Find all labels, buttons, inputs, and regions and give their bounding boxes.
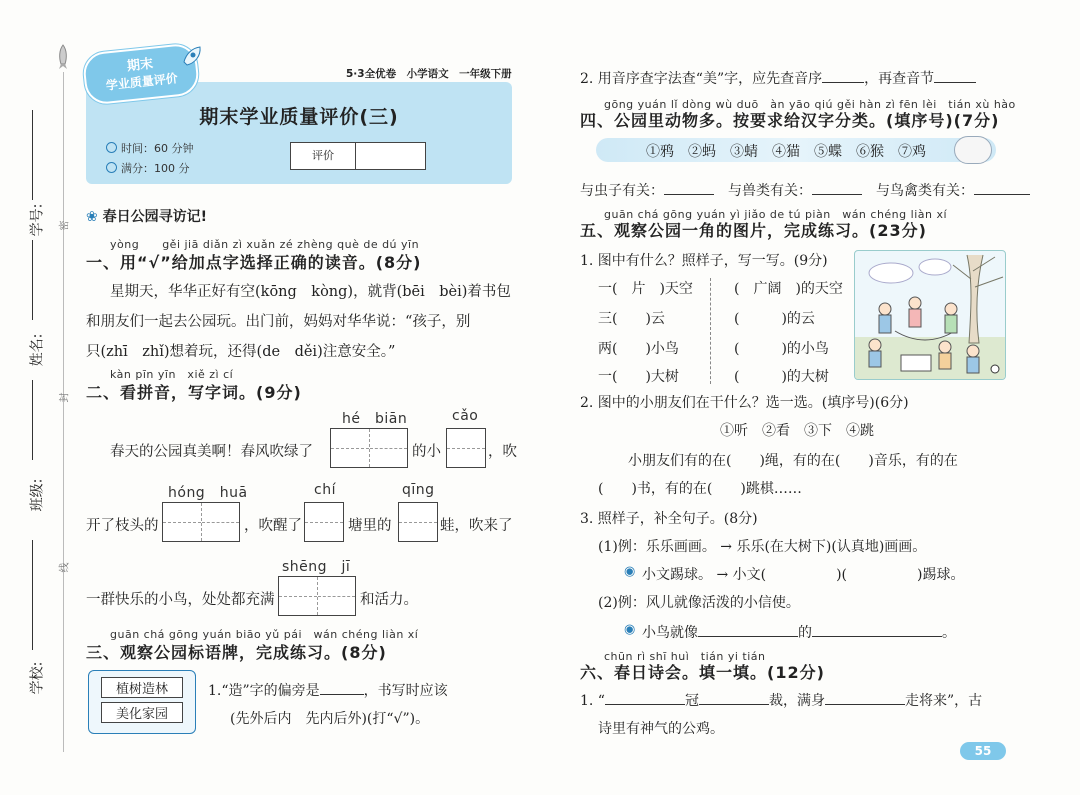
s2-pinyin-chi: chí <box>314 482 336 498</box>
s4-title: 四、公园里动物多。按要求给汉字分类。(填序号)(7分) <box>580 111 1000 130</box>
s2-line1c: ，吹 <box>488 444 517 460</box>
s2-pinyin-shengji: shēng jī <box>282 559 351 575</box>
theme-heading <box>86 206 207 226</box>
beast-label: 与兽类有关： <box>728 183 812 199</box>
fold-label: 封 <box>59 392 71 403</box>
s2-line1b: 的小 <box>412 444 441 460</box>
s5-options: ①听 ②看 ③下 ④跳 <box>720 423 874 439</box>
e2q-a: 小鸟就像 <box>642 625 698 641</box>
school-blank[interactable] <box>32 540 33 650</box>
s4-pinyin: gōng yuán lǐ dòng wù duō àn yāo qiú gěi hàn zì fēn lèi tián xù hào <box>604 98 1016 111</box>
simile-blank-1[interactable] <box>698 624 798 637</box>
s1-line3: 只(zhī zhǐ)想着玩，还得(de děi)注意安全。” <box>86 344 396 360</box>
s5-example1-question: 小文踢球。 → 小文( )( )踢球。 <box>642 567 965 583</box>
s5-q2-line2: ( )书，有的在( )跳棋…… <box>598 481 802 497</box>
s3-title: 三、观察公园标语牌，完成练习。(8分) <box>86 643 387 662</box>
write-grid-shengji[interactable] <box>278 576 356 616</box>
s2-line3a: 一群快乐的小鸟，处处都充满 <box>86 592 275 608</box>
s6-l1d: 走将来”，古 <box>904 693 983 709</box>
s3-q1-line1 <box>208 680 448 700</box>
write-grid-honghua[interactable] <box>162 502 240 542</box>
score-info <box>106 160 190 176</box>
slogan-sign <box>88 670 196 734</box>
poem-blank-1[interactable] <box>605 692 685 705</box>
park-illustration <box>854 250 1006 380</box>
s5-q3: 3. 照样子，补全句子。(8分) <box>580 511 758 527</box>
beast-blank[interactable] <box>812 182 862 195</box>
evaluation-label: 评价 <box>291 143 356 169</box>
s1-line2: 和朋友们一起去公园玩。出门前，妈妈对华华说：“孩子，别 <box>86 314 471 330</box>
write-grid-qing[interactable] <box>398 502 438 542</box>
s1-title: 一、用“√”给加点字选择正确的读音。(8分) <box>86 253 422 272</box>
s2-pinyin-cao: cǎo <box>452 408 479 424</box>
write-grid-hebian[interactable] <box>330 428 408 468</box>
s3-q1c: (先外后内 先内后外)(打“√”)。 <box>230 711 430 727</box>
page-title: 期末学业质量评价(三) <box>199 106 399 128</box>
s2-line1a: 春天的公园真美啊！春风吹绿了 <box>110 444 313 460</box>
name-blank[interactable] <box>32 240 33 320</box>
s1-pinyin: yòng gěi jiā diǎn zì xuǎn zé zhèng què de dú yīn <box>110 238 420 251</box>
write-grid-chi[interactable] <box>304 502 344 542</box>
insect-label: 与虫子有关： <box>580 183 664 199</box>
s3-pinyin: guān chá gōng yuán biāo yǔ pái wán chéng liàn xí <box>110 628 419 641</box>
s5-example1: (1)例：乐乐画画。 → 乐乐(在大树下)(认真地)画画。 <box>598 539 927 555</box>
row-divider <box>710 278 711 384</box>
s2-pinyin-hebian: hé biān <box>342 411 408 427</box>
time-text: 时间：60 分钟 <box>121 142 194 155</box>
s2-title: 二、看拼音，写字词。(9分) <box>86 383 302 402</box>
s1-line1: 星期天，华华正好有空(kōng kòng)，就背(bēi bèi)着书包 <box>110 284 511 300</box>
s5-title: 五、观察公园一角的图片，完成练习。(23分) <box>580 221 927 240</box>
poem-blank-2[interactable] <box>699 692 769 705</box>
seal-label: 密 <box>59 220 71 231</box>
student-no-blank[interactable] <box>32 110 33 200</box>
bird-label: 与鸟禽类有关： <box>876 183 974 199</box>
s6-l1b: 冠 <box>684 693 699 709</box>
s6-pinyin: chūn rì shī huì tián yi tián <box>604 650 766 663</box>
time-info <box>106 140 194 156</box>
s6-line1 <box>580 690 982 710</box>
s2-pinyin-qing: qīng <box>402 482 435 498</box>
write-grid-cao[interactable] <box>446 428 486 468</box>
simile-blank-2[interactable] <box>812 624 942 637</box>
s5-row2-a: 三( )云 <box>598 311 665 327</box>
s5-row1-b: ( 广阔 )的天空 <box>734 281 843 297</box>
binding-line <box>63 72 64 752</box>
s5-row4-b: ( )的大树 <box>734 369 829 385</box>
evaluation-box[interactable] <box>290 142 426 170</box>
s5-pinyin: guān chá gōng yuán yì jiǎo de tú piàn wán chéng liàn xí <box>604 208 948 221</box>
e2q-c: 。 <box>942 625 956 641</box>
s5-row4-a: 一( )大树 <box>598 369 679 385</box>
line-label: 线 <box>59 562 71 573</box>
s3-q1a: 1.“造”字的偏旁是 <box>208 683 320 699</box>
sign-line2: 美化家园 <box>101 702 183 723</box>
page-number-text: 55 <box>974 744 992 758</box>
s6-title: 六、春日诗会。填一填。(12分) <box>580 663 825 682</box>
student-no-label: 学号: <box>29 203 46 237</box>
s2-pinyin: kàn pīn yīn xiě zì cí <box>110 368 234 381</box>
s2-line3b: 和活力。 <box>360 592 418 608</box>
animal-list: ①鸦 ②蚂 ③蜻 ④猫 ⑤蝶 ⑥猴 ⑦鸡 <box>646 144 926 160</box>
s6-l1c: 裁，满身 <box>768 693 825 709</box>
s3-q1b: ，书写时应该 <box>363 683 448 699</box>
evaluation-field[interactable] <box>356 143 425 169</box>
insect-blank[interactable] <box>664 182 714 195</box>
s2-line2b: ，吹醒了 <box>244 518 302 534</box>
s4-categories <box>580 180 1030 200</box>
class-label: 班级: <box>29 478 46 512</box>
s5-row1-a: 一( 片 )天空 <box>598 281 693 297</box>
s5-example2-question <box>642 622 956 642</box>
rocket-icon <box>56 44 70 70</box>
s2-line2a: 开了枝头的 <box>86 518 159 534</box>
r-q2-text: 2. 用音序查字法查“美”字，应先查音序 <box>580 71 823 87</box>
sign-line1: 植树造林 <box>101 677 183 698</box>
name-label: 姓名: <box>29 333 46 367</box>
sequence-blank[interactable] <box>822 70 864 83</box>
s5-row2-b: ( )的云 <box>734 311 815 327</box>
banner-tag-line1: 期末 <box>126 56 154 75</box>
check-icon <box>106 162 117 173</box>
s2-pinyin-honghua: hóng huā <box>168 485 248 501</box>
flower-icon: ❀ <box>86 209 98 225</box>
syllable-blank[interactable] <box>934 70 976 83</box>
r-q2 <box>580 68 976 88</box>
e2q-b: 的 <box>798 625 812 641</box>
page-number <box>960 742 1006 760</box>
s2-line2c: 塘里的 <box>348 518 392 534</box>
bunny-icon-2: ◉ <box>624 622 636 637</box>
class-blank[interactable] <box>32 380 33 460</box>
banner-tag-line2: 学业质量评价 <box>105 71 179 93</box>
s5-row3-a: 两( )小鸟 <box>598 341 679 357</box>
bunny-icon: ◉ <box>624 564 636 579</box>
theme-text: 春日公园寻访记! <box>102 209 207 225</box>
s5-q1: 1. 图中有什么？照样子，写一写。(9分) <box>580 253 828 269</box>
s5-example2: (2)例：风儿就像活泼的小信使。 <box>598 595 800 611</box>
s5-q2: 2. 图中的小朋友们在干什么？选一选。(填序号)(6分) <box>580 395 909 411</box>
clock-icon <box>106 142 117 153</box>
s2-line2d: 蛙，吹来了 <box>440 518 513 534</box>
school-label: 学校: <box>29 661 46 695</box>
s6-line2: 诗里有神气的公鸡。 <box>598 721 724 737</box>
s5-q2-line1: 小朋友们有的在( )绳，有的在( )音乐，有的在 <box>628 453 958 469</box>
s5-row3-b: ( )的小鸟 <box>734 341 829 357</box>
sheep-icon <box>954 136 992 164</box>
rocket-decoration-icon <box>178 44 204 74</box>
series-label: 5·3全优卷 小学语文 一年级下册 <box>346 68 512 80</box>
score-text: 满分：100 分 <box>121 162 190 175</box>
radical-blank[interactable] <box>320 682 364 695</box>
poem-blank-3[interactable] <box>825 692 905 705</box>
s6-l1a: 1. “ <box>580 693 605 709</box>
r-q2-text2: ，再查音节 <box>864 71 935 87</box>
bird-blank[interactable] <box>974 182 1030 195</box>
